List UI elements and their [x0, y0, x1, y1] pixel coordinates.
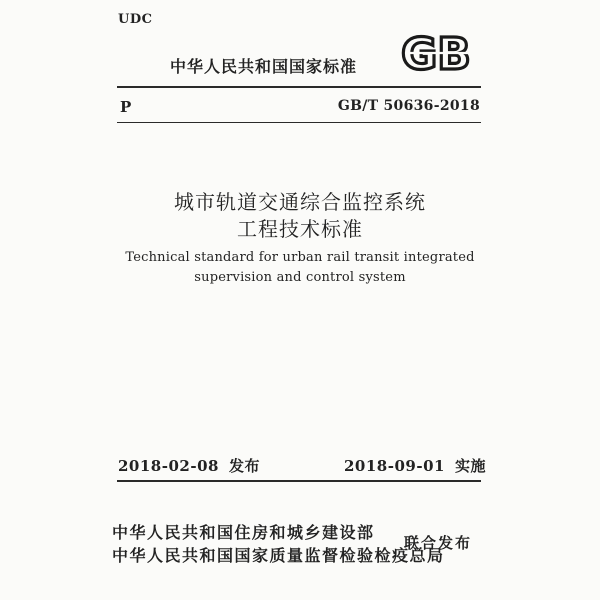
footer-rule	[117, 480, 481, 482]
standard-number: GB/T 50636-2018	[337, 98, 480, 114]
title-en-line1: Technical standard for urban rail transit integrated	[125, 250, 475, 265]
national-standard-label: 中华人民共和国国家标准	[170, 57, 358, 76]
implement-label: 实施	[454, 457, 486, 475]
implement-date: 2018-09-01	[344, 457, 445, 475]
publish-date-line	[118, 455, 260, 476]
udc-label: UDC	[118, 12, 153, 27]
issuer-line1: 中华人民共和国住房和城乡建设部	[112, 523, 375, 542]
classification-code: P	[120, 98, 132, 116]
number-rule	[117, 122, 481, 123]
publish-label: 发布	[228, 457, 260, 475]
title-cn-line2: 工程技术标准	[237, 217, 363, 241]
title-cn-line1: 城市轨道交通综合监控系统	[174, 190, 426, 214]
title-en-line2: supervision and control system	[194, 270, 406, 285]
svg-text:GB: GB	[401, 30, 471, 76]
joint-issue-label: 联合发布	[404, 534, 473, 552]
gb-logo	[398, 30, 474, 76]
header-rule	[117, 86, 481, 88]
implement-date-line	[344, 455, 486, 476]
publish-date: 2018-02-08	[118, 457, 219, 475]
issuer-line2: 中华人民共和国国家质量监督检验检疫总局	[112, 546, 445, 565]
